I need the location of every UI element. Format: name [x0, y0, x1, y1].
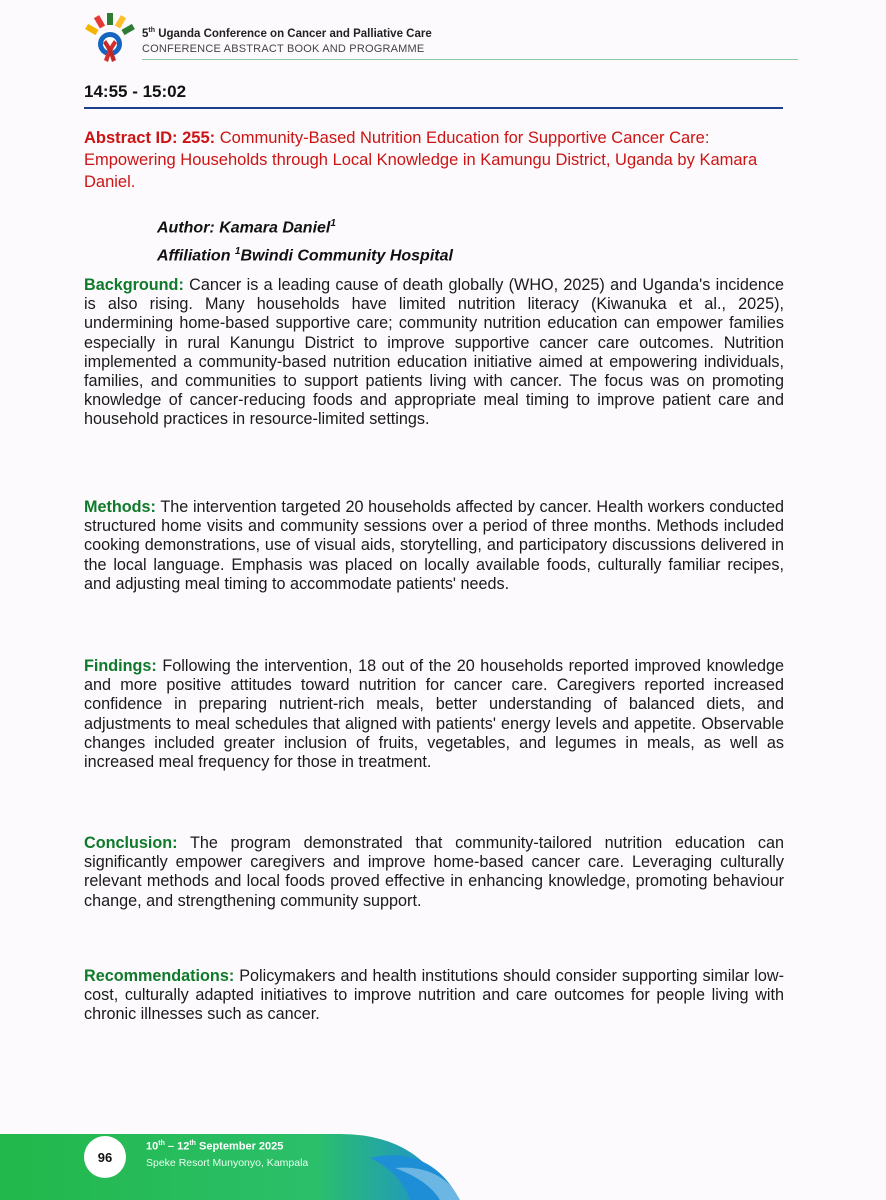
conference-logo — [84, 10, 136, 66]
footer-band — [0, 1124, 886, 1200]
findings-section — [84, 657, 784, 772]
page-header — [0, 0, 886, 70]
abstract-id: Abstract ID: 255: — [84, 129, 216, 147]
author-block — [157, 212, 453, 269]
abstract-title-text: Community-Based Nutrition Education for Supportive Cancer Care: Empowering Households through Local Knowledge in Kamungu District, Uganda by Kamara Daniel. — [84, 129, 758, 191]
conference-venue: Speke Resort Munyonyo, Kampala — [146, 1157, 309, 1169]
abstract-title — [84, 127, 784, 193]
section-text: Cancer is a leading cause of death globally (WHO, 2025) and Uganda's incidence is also rising. Many households have limited nutrition literacy (Kiwanuka et al., 2025), undermining home-based supportive care; community nutrition education can empower families especially in rural Kanungu District to improve supportive cancer care outcomes. Nutrition implemented a community-based nutrition education initiative aimed at empowering individuals, families, and communities to support patients living with cancer. The focus was on promoting knowledge of cancer-reducing foods and appropriate meal timing to improve patient care and household practices in resource-limited settings. — [84, 276, 784, 429]
page-number: 96 — [84, 1136, 126, 1178]
section-label: Conclusion: — [84, 834, 178, 852]
section-text: The intervention targeted 20 households affected by cancer. Health workers conducted structured home visits and community sessions over a period of three months. Methods included cooking demonstrations, use of visual aids, storytelling, and participatory discussions delivered in the local language. Emphasis was placed on locally available foods, culturally familiar recipes, and adjusting meal timing to accommodate patients' needs. — [84, 498, 784, 593]
methods-section — [84, 498, 784, 594]
time-divider — [84, 107, 783, 109]
section-label: Findings: — [84, 657, 157, 675]
section-text: Following the intervention, 18 out of the 20 households reported improved knowledge and more positive attitudes toward nutrition for cancer care. Caregivers reported increased confidence in preparing nutrient-rich meals, better understanding of balanced diets, and adjustments to meal schedules that aligned with patients' energy levels and appetite. Observable changes included greater inclusion of fruits, vegetables, and legumes in meals, as well as increased meal frequency for those in treatment. — [84, 657, 784, 772]
conference-title: 5th Uganda Conference on Cancer and Palliative Care — [142, 27, 432, 40]
author-line: Author: Kamara Daniel$^1$ — [157, 218, 336, 237]
session-time: 14:55 - 15:02 — [84, 82, 187, 101]
section-text: Policymakers and health institutions should consider supporting similar low-cost, culturally adapted initiatives to improve nutrition and care outcomes for people living with chronic illnesses such as cancer. — [84, 967, 784, 1024]
conference-subtitle: CONFERENCE ABSTRACT BOOK AND PROGRAMME — [142, 43, 425, 55]
conclusion-section — [84, 834, 784, 911]
affiliation-line: Affiliation $^1$Bwindi Community Hospital — [157, 246, 453, 265]
conference-dates: 10th – 12th September 2025 — [146, 1140, 284, 1153]
section-text: The program demonstrated that community-tailored nutrition education can significantly empower caregivers and improve home-based cancer care. Leveraging culturally relevant methods and local foods proved effective in enhancing knowledge, promoting behaviour change, and strengthening community support. — [84, 834, 784, 910]
header-divider — [142, 59, 798, 60]
background-section — [84, 276, 784, 430]
recommendations-section — [84, 967, 784, 1025]
section-label: Methods: — [84, 498, 156, 516]
section-label: Recommendations: — [84, 967, 235, 985]
section-label: Background: — [84, 276, 184, 294]
